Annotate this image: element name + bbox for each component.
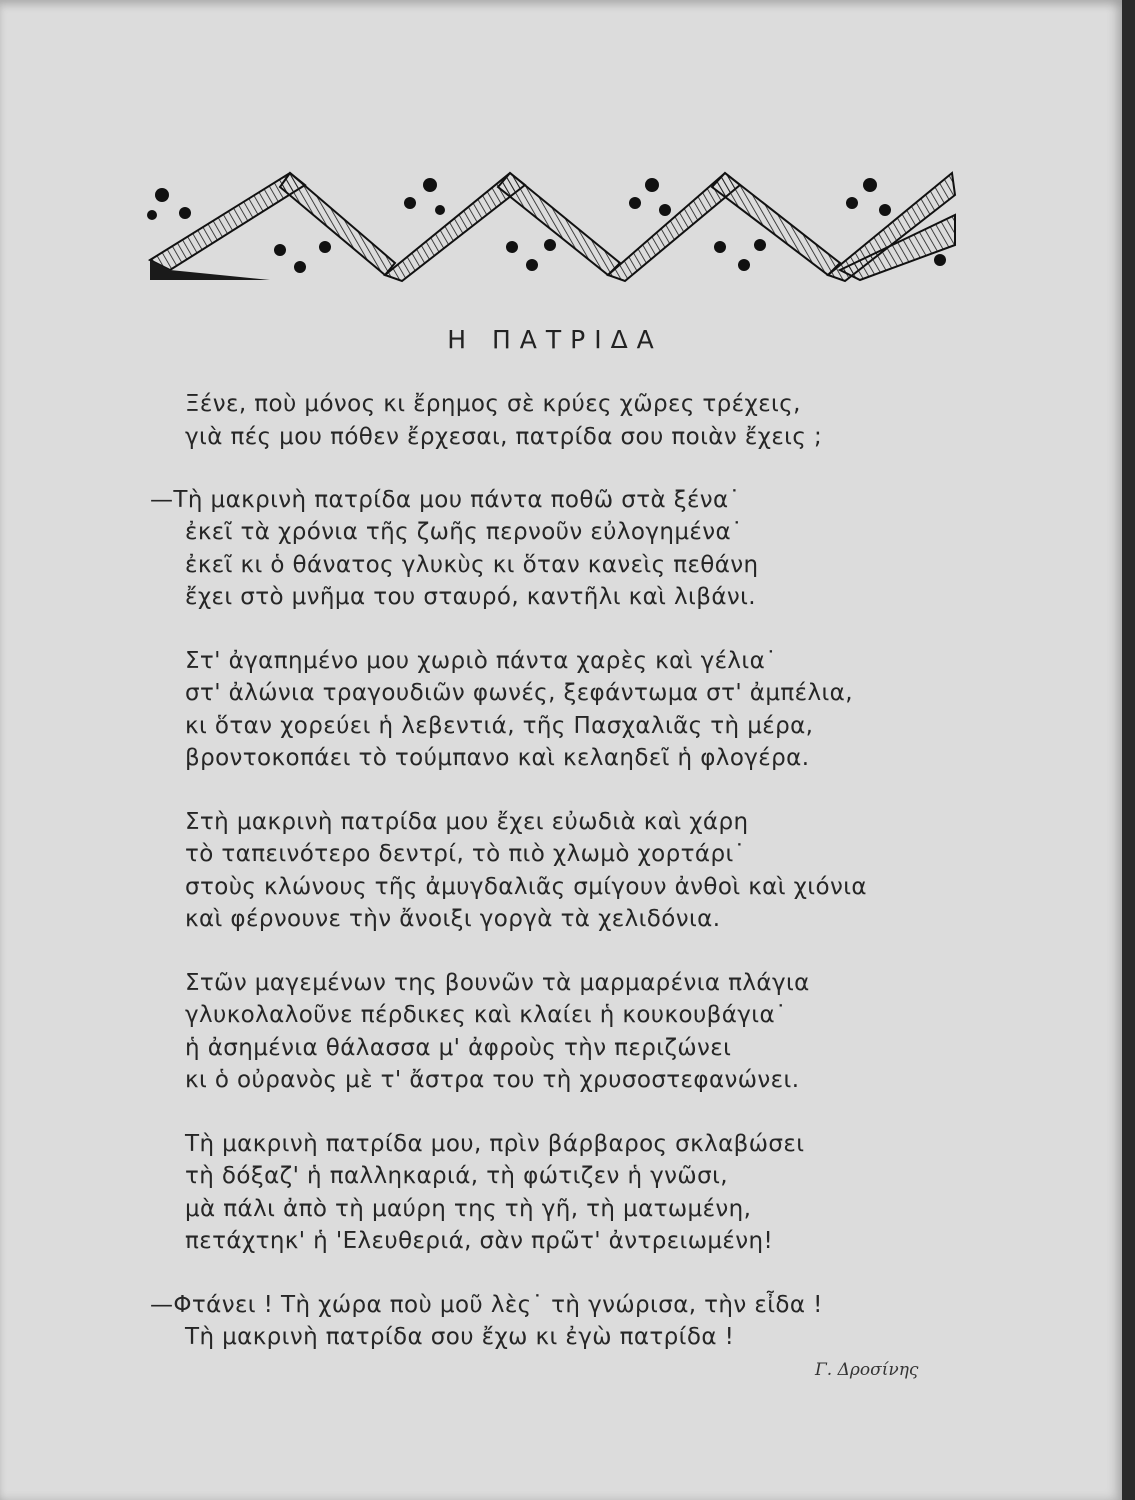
poem-line: Ξένε, ποὺ μόνος κι ἔρημος σὲ κρύες χῶρες τρέχεις, <box>185 391 801 417</box>
poem-line: πετάχτηκ' ἡ 'Ελευθεριά, σὰν πρῶτ' ἀντρειωμένη! <box>185 1228 774 1254</box>
author-signature: Γ. Δροσίνης <box>815 1360 919 1380</box>
zigzag-ornament <box>140 155 960 290</box>
poem-title: Η ΠΑΤΡΙΔΑ <box>447 325 663 354</box>
poem-line: στοὺς κλώνους τῆς ἀμυγδαλιᾶς σμίγουν ἀνθοὶ καὶ χιόνια <box>185 874 867 900</box>
poem-line: τὴ δόξαζ' ἡ παλληκαριά, τὴ φώτιζεν ἡ γνῶσι, <box>185 1163 728 1189</box>
poem-line: γλυκολαλοῦνε πέρδικες καὶ κλαίει ἡ κουκουβάγια˙ <box>185 1002 787 1028</box>
poem-line: ἐκεῖ τὰ χρόνια τῆς ζωῆς περνοῦν εὐλογημένα˙ <box>185 519 743 545</box>
poem-line: κι ὅταν χορεύει ἡ λεβεντιά, τῆς Πασχαλιᾶς τὴ μέρα, <box>185 713 814 739</box>
poem-line: Στῶν μαγεμένων της βουνῶν τὰ μαρμαρένια πλάγια <box>185 970 810 996</box>
poem-line: Στὴ μακρινὴ πατρίδα μου ἔχει εὐωδιὰ καὶ χάρη <box>185 809 749 835</box>
poem-line: καὶ φέρνουνε τὴν ἄνοιξι γοργὰ τὰ χελιδόνια. <box>185 906 721 932</box>
poem-line: γιὰ πές μου πόθεν ἔρχεσαι, πατρίδα σου ποιὰν ἔχεις ; <box>185 424 823 450</box>
poem-line: ἐκεῖ κι ὁ θάνατος γλυκὺς κι ὅταν κανεὶς πεθάνη <box>185 552 759 578</box>
poem-line: —Φτάνει ! Τὴ χώρα ποὺ μοῦ λὲς˙ τὴ γνώρισα, τὴν εἶδα ! <box>150 1292 823 1318</box>
poem-line: Τὴ μακρινὴ πατρίδα μου, πρὶν βάρβαρος σκλαβώσει <box>185 1131 805 1157</box>
poem-line: στ' ἀλώνια τραγουδιῶν φωνές, ξεφάντωμα στ' ἀμπέλια, <box>185 680 853 706</box>
poem-line: βροντοκοπάει τὸ τούμπανο καὶ κελαηδεῖ ἡ φλογέρα. <box>185 745 810 771</box>
poem-line: ἔχει στὸ μνῆμα του σταυρό, καντῆλι καὶ λιβάνι. <box>185 584 757 610</box>
poem-line: κι ὁ οὐρανὸς μὲ τ' ἄστρα του τὴ χρυσοστεφανώνει. <box>185 1067 800 1093</box>
poem-line: Στ' ἀγαπημένο μου χωριὸ πάντα χαρὲς καὶ γέλια˙ <box>185 648 778 674</box>
poem-line: —Τὴ μακρινὴ πατρίδα μου πάντα ποθῶ στὰ ξένα˙ <box>150 487 741 513</box>
poem-line: τὸ ταπεινότερο δεντρί, τὸ πιὸ χλωμὸ χορτάρι˙ <box>185 841 746 867</box>
poem-line: ἡ ἀσημένια θάλασσα μ' ἀφροὺς τὴν περιζώνει <box>185 1035 732 1061</box>
poem-line: Τὴ μακρινὴ πατρίδα σου ἔχω κι ἐγὼ πατρίδα ! <box>185 1324 735 1350</box>
poem-line: μὰ πάλι ἀπὸ τὴ μαύρη της τὴ γῆ, τὴ ματωμένη, <box>185 1196 752 1222</box>
